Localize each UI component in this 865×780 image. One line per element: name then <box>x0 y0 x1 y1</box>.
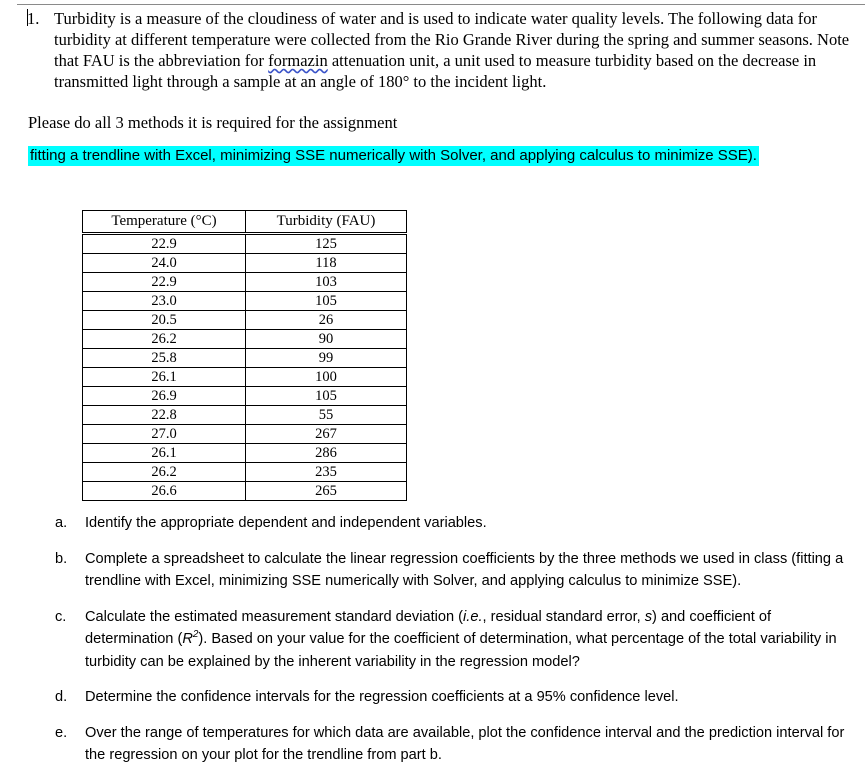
cell-turbidity: 235 <box>246 463 407 482</box>
cell-turbidity: 99 <box>246 349 407 368</box>
cell-turbidity: 90 <box>246 330 407 349</box>
sub-question-d-text: Determine the confidence intervals for the regression coefficients at a 95% confidence level. <box>85 689 679 705</box>
sub-c-italic-s: s <box>644 608 653 625</box>
sub-question-e-text: Over the range of temperatures for which data are available, plot the confidence interval and the prediction interval for the regression on your plot for the trendline from part b. <box>85 724 845 763</box>
highlighted-methods-line <box>28 146 759 166</box>
table-row <box>83 406 407 425</box>
cell-turbidity: 103 <box>246 273 407 292</box>
turbidity-data-table <box>82 210 407 501</box>
cell-temperature: 20.5 <box>83 311 246 330</box>
cell-temperature: 26.1 <box>83 444 246 463</box>
cell-turbidity: 286 <box>246 444 407 463</box>
column-header-turbidity: Turbidity (FAU) <box>246 211 407 234</box>
sub-question-list <box>55 512 855 780</box>
sub-c-superscript-2: 2 <box>192 629 199 641</box>
sub-question-c-text <box>85 606 855 674</box>
intro-text-part-2: attenuation unit, a unit used to measure turbidity based on the decrease in transmitted light through a sample at an angle of 180° to the incident light. <box>54 51 817 91</box>
table-row <box>83 482 407 501</box>
highlight-span: fitting a trendline with Excel, minimizing SSE numerically with Solver, and applying calculus to minimize SSE). <box>30 147 757 164</box>
table-row <box>83 273 407 292</box>
sub-question-c-letter: c. <box>55 608 67 625</box>
cell-temperature: 26.9 <box>83 387 246 406</box>
table-row <box>83 368 407 387</box>
cell-temperature: 23.0 <box>83 292 246 311</box>
cell-turbidity: 265 <box>246 482 407 501</box>
sub-question-e-letter: e. <box>55 724 68 741</box>
intro-text-part-1: Turbidity is a measure of the cloudiness of water and is used to indicate water quality levels. The following data for turbidity at different temperature were collected from the Rio Grande River during the spring and summer seasons. Note that FAU is the abbreviation for <box>54 9 850 70</box>
cell-temperature: 26.2 <box>83 330 246 349</box>
misspelled-word: formazin <box>268 51 328 70</box>
question-1-text <box>54 8 855 92</box>
sub-question-c <box>55 606 855 674</box>
cell-turbidity: 267 <box>246 425 407 444</box>
page-top-rule <box>17 4 865 5</box>
sub-c-part-3: ) and coefficient of determination ( <box>85 608 772 647</box>
instruction-line: Please do all 3 methods it is required for the assignment <box>28 113 398 132</box>
sub-c-part-2: , residual standard error, <box>482 608 645 625</box>
sub-c-part-1: Calculate the estimated measurement standard deviation ( <box>85 608 464 625</box>
cell-turbidity: 100 <box>246 368 407 387</box>
table-body <box>83 234 407 501</box>
sub-question-e <box>55 722 855 767</box>
cell-turbidity: 125 <box>246 234 407 254</box>
sub-question-b-text: Complete a spreadsheet to calculate the linear regression coefficients by the three methods we used in class (fitting a trendline with Excel, minimizing SSE numerically with Solver, and applying calculus to minimize SSE). <box>85 550 844 589</box>
cell-turbidity: 105 <box>246 387 407 406</box>
cell-temperature: 24.0 <box>83 254 246 273</box>
cell-temperature: 27.0 <box>83 425 246 444</box>
question-number: 1. <box>27 9 40 28</box>
sub-question-b <box>55 548 855 593</box>
cell-turbidity: 105 <box>246 292 407 311</box>
cell-temperature: 26.2 <box>83 463 246 482</box>
column-header-temperature: Temperature (°C) <box>83 211 246 234</box>
table-row <box>83 292 407 311</box>
sub-question-d <box>55 686 855 709</box>
table-row <box>83 463 407 482</box>
question-1-block <box>27 8 855 92</box>
sub-question-a-letter: a. <box>55 515 68 531</box>
sub-question-b-letter: b. <box>55 550 68 567</box>
table-row <box>83 444 407 463</box>
table-row <box>83 234 407 254</box>
cell-turbidity: 55 <box>246 406 407 425</box>
table-row <box>83 254 407 273</box>
table-row <box>83 349 407 368</box>
cell-turbidity: 118 <box>246 254 407 273</box>
cell-temperature: 26.1 <box>83 368 246 387</box>
cell-turbidity: 26 <box>246 311 407 330</box>
cell-temperature: 25.8 <box>83 349 246 368</box>
table-header-row <box>83 211 407 234</box>
cell-temperature: 22.8 <box>83 406 246 425</box>
sub-question-d-letter: d. <box>55 689 68 705</box>
cell-temperature: 22.9 <box>83 234 246 254</box>
sub-c-part-4: ). Based on your value for the coefficient of determination, what percentage of the total variability in turbidity can be explained by the inherent variability in the regression model? <box>85 631 837 670</box>
sub-c-italic-ie: i.e. <box>463 608 483 625</box>
sub-question-a <box>55 512 855 535</box>
sub-c-italic-r: R <box>182 631 193 647</box>
table-row <box>83 387 407 406</box>
table-row <box>83 425 407 444</box>
table-row <box>83 330 407 349</box>
cell-temperature: 22.9 <box>83 273 246 292</box>
cell-temperature: 26.6 <box>83 482 246 501</box>
table-row <box>83 311 407 330</box>
sub-question-a-text: Identify the appropriate dependent and independent variables. <box>85 515 487 531</box>
